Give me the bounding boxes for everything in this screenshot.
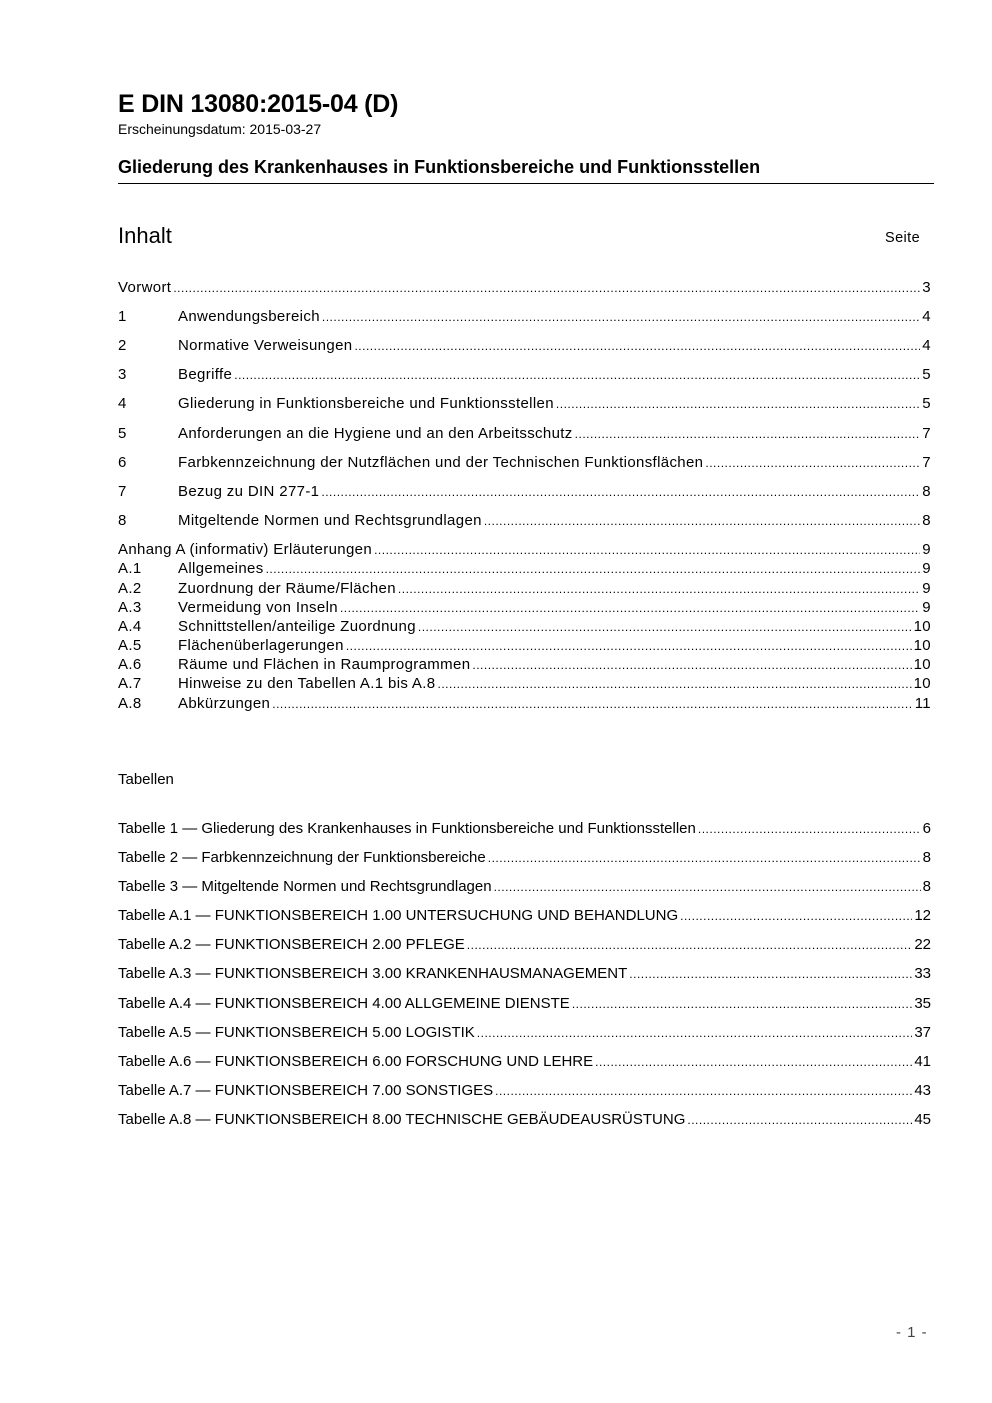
table-entry-page: 45	[914, 1111, 931, 1128]
toc-entry-text: Normative Verweisungen	[178, 337, 353, 354]
toc-entry-page: 9	[922, 541, 931, 558]
table-entry-text: Tabelle A.8 — FUNKTIONSBEREICH 8.00 TECHNISCHE GEBÄUDEAUSRÜSTUNG	[118, 1111, 686, 1128]
toc-entry-number: A.4	[118, 618, 142, 635]
toc-entry-text: Gliederung in Funktionsbereiche und Funktionsstellen	[178, 395, 554, 412]
toc-entry-number: A.1	[118, 560, 142, 577]
toc-entry-text: Anhang A (informativ) Erläuterungen	[118, 541, 373, 558]
toc-entry-text: Schnittstellen/anteilige Zuordnung	[178, 618, 416, 635]
toc-entry-page: 5	[922, 395, 931, 412]
table-entry-text: Tabelle A.1 — FUNKTIONSBEREICH 1.00 UNTERSUCHUNG UND BEHANDLUNG	[118, 907, 679, 924]
dot-leader	[266, 560, 921, 578]
toc-entry-number: 6	[118, 454, 127, 471]
dot-leader	[354, 337, 920, 355]
dot-leader	[698, 820, 921, 838]
toc-entry-number: A.2	[118, 580, 142, 597]
table-entry-a2[interactable]	[118, 936, 931, 954]
document-id: E DIN 13080:2015-04 (D)	[118, 90, 399, 118]
toc-entry-anhang-a[interactable]	[118, 541, 931, 559]
table-entry-page: 43	[914, 1082, 931, 1099]
dot-leader	[346, 637, 912, 655]
toc-entry-text: Hinweise zu den Tabellen A.1 bis A.8	[178, 675, 436, 692]
toc-entry-number: 5	[118, 425, 127, 442]
dot-leader	[374, 541, 920, 559]
table-entry-a6[interactable]	[118, 1053, 931, 1071]
table-entry-page: 8	[922, 849, 931, 866]
table-entry-a7[interactable]	[118, 1082, 931, 1100]
toc-entry-text: Räume und Flächen in Raumprogrammen	[178, 656, 471, 673]
toc-entry-page: 4	[922, 337, 931, 354]
toc-entry-a6[interactable]	[118, 656, 931, 674]
page-column-label: Seite	[885, 230, 921, 246]
table-entry-a8[interactable]	[118, 1111, 931, 1129]
dot-leader	[322, 308, 920, 326]
toc-entry-4[interactable]	[118, 395, 931, 413]
toc-entry-a3[interactable]	[118, 599, 931, 617]
dot-leader	[438, 675, 912, 693]
toc-entry-number: A.7	[118, 675, 142, 692]
toc-entry-number: 4	[118, 395, 127, 412]
toc-entry-text: Vorwort	[118, 279, 172, 296]
toc-entry-number: A.8	[118, 695, 142, 712]
toc-heading: Inhalt	[118, 223, 172, 248]
toc-entry-a8[interactable]	[118, 695, 931, 713]
table-entry-page: 6	[922, 820, 931, 837]
table-entry-text: Tabelle A.5 — FUNKTIONSBEREICH 5.00 LOGISTIK	[118, 1024, 475, 1041]
footer-page-number: - 1 -	[896, 1324, 928, 1341]
table-entry-a4[interactable]	[118, 995, 931, 1013]
toc-entry-page: 9	[922, 599, 931, 616]
toc-entry-a1[interactable]	[118, 560, 931, 578]
toc-entry-page: 10	[913, 656, 931, 673]
toc-entry-text: Zuordnung der Räume/Flächen	[178, 580, 396, 597]
toc-entry-page: 3	[922, 279, 931, 296]
toc-entry-3[interactable]	[118, 366, 931, 384]
toc-entry-7[interactable]	[118, 483, 931, 501]
dot-leader	[705, 454, 920, 472]
toc-entry-5[interactable]	[118, 425, 931, 443]
toc-entry-page: 8	[922, 483, 931, 500]
toc-entry-text: Anwendungsbereich	[178, 308, 320, 325]
dot-leader	[472, 656, 911, 674]
table-entry-text: Tabelle A.2 — FUNKTIONSBEREICH 2.00 PFLEGE	[118, 936, 465, 953]
toc-entry-6[interactable]	[118, 454, 931, 472]
header-divider	[118, 183, 934, 184]
toc-entry-a4[interactable]	[118, 618, 931, 636]
table-entry-text: Tabelle A.6 — FUNKTIONSBEREICH 6.00 FORSCHUNG UND LEHRE	[118, 1053, 594, 1070]
toc-entry-page: 4	[922, 308, 931, 325]
dot-leader	[484, 512, 920, 530]
toc-entry-page: 8	[922, 512, 931, 529]
toc-entry-number: 2	[118, 337, 127, 354]
toc-entry-text: Farbkennzeichnung der Nutzflächen und der Technischen Funktionsflächen	[178, 454, 704, 471]
toc-entry-8[interactable]	[118, 512, 931, 530]
toc-entry-a2[interactable]	[118, 580, 931, 598]
toc-entry-text: Anforderungen an die Hygiene und an den Arbeitsschutz	[178, 425, 573, 442]
document-subject: Gliederung des Krankenhauses in Funktionsbereiche und Funktionsstellen	[118, 157, 761, 177]
table-entry-text: Tabelle 2 — Farbkennzeichnung der Funktionsbereiche	[118, 849, 486, 866]
toc-entry-1[interactable]	[118, 308, 931, 326]
table-entry-page: 22	[914, 936, 931, 953]
table-entry-text: Tabelle A.3 — FUNKTIONSBEREICH 3.00 KRANKENHAUSMANAGEMENT	[118, 965, 628, 982]
toc-entry-number: 8	[118, 512, 127, 529]
table-entry-page: 33	[914, 965, 931, 982]
dot-leader	[418, 618, 912, 636]
dot-leader	[234, 366, 920, 384]
toc-entry-number: A.6	[118, 656, 142, 673]
toc-entry-text: Vermeidung von Inseln	[178, 599, 338, 616]
dot-leader	[687, 1111, 912, 1129]
toc-entry-text: Allgemeines	[178, 560, 264, 577]
dot-leader	[595, 1053, 912, 1071]
dot-leader	[467, 936, 913, 954]
toc-entry-text: Flächenüberlagerungen	[178, 637, 344, 654]
table-entry-a5[interactable]	[118, 1024, 931, 1042]
table-entry-3[interactable]	[118, 878, 931, 896]
toc-entry-number: A.5	[118, 637, 142, 654]
tables-heading: Tabellen	[118, 771, 174, 788]
dot-leader	[556, 395, 920, 413]
dot-leader	[680, 907, 912, 925]
dot-leader	[321, 483, 920, 501]
toc-entry-page: 10	[913, 675, 931, 692]
toc-entry-text: Begriffe	[178, 366, 233, 383]
toc-entry-page: 7	[922, 425, 931, 442]
toc-entry-page: 10	[913, 637, 931, 654]
toc-entry-page: 11	[914, 695, 931, 712]
table-entry-page: 8	[922, 878, 931, 895]
table-entry-page: 37	[914, 1024, 931, 1041]
toc-entry-a5[interactable]	[118, 637, 931, 655]
dot-leader	[572, 995, 912, 1013]
dot-leader	[575, 425, 921, 443]
table-entry-2[interactable]	[118, 849, 931, 867]
table-entry-a3[interactable]	[118, 965, 931, 983]
dot-leader	[272, 695, 912, 713]
toc-entry-text: Bezug zu DIN 277-1	[178, 483, 320, 500]
toc-entry-text: Mitgeltende Normen und Rechtsgrundlagen	[178, 512, 482, 529]
table-entry-page: 41	[914, 1053, 931, 1070]
dot-leader	[398, 580, 920, 598]
dot-leader	[629, 965, 912, 983]
dot-leader	[477, 1024, 913, 1042]
toc-entry-number: A.3	[118, 599, 142, 616]
table-entry-text: Tabelle A.7 — FUNKTIONSBEREICH 7.00 SONSTIGES	[118, 1082, 494, 1099]
toc-entry-page: 5	[922, 366, 931, 383]
toc-entry-page: 10	[913, 618, 931, 635]
toc-entry-a7[interactable]	[118, 675, 931, 693]
toc-entry-page: 7	[922, 454, 931, 471]
toc-entry-number: 3	[118, 366, 127, 383]
dot-leader	[488, 849, 921, 867]
table-entry-a1[interactable]	[118, 907, 931, 925]
dot-leader	[173, 279, 920, 297]
table-entry-page: 12	[914, 907, 931, 924]
dot-leader	[494, 878, 921, 896]
toc-entry-number: 1	[118, 308, 127, 325]
toc-entry-text: Abkürzungen	[178, 695, 271, 712]
table-entry-text: Tabelle 3 — Mitgeltende Normen und Rechtsgrundlagen	[118, 878, 492, 895]
toc-entry-number: 7	[118, 483, 127, 500]
toc-entry-2[interactable]	[118, 337, 931, 355]
toc-entry-page: 9	[922, 580, 931, 597]
table-entry-text: Tabelle A.4 — FUNKTIONSBEREICH 4.00 ALLGEMEINE DIENSTE	[118, 995, 570, 1012]
dot-leader	[495, 1082, 912, 1100]
toc-entry-vorwort[interactable]	[118, 279, 931, 297]
table-entry-page: 35	[914, 995, 931, 1012]
table-entry-1[interactable]	[118, 820, 931, 838]
table-entry-text: Tabelle 1 — Gliederung des Krankenhauses in Funktionsbereiche und Funktionsstellen	[118, 820, 696, 837]
publication-date: Erscheinungsdatum: 2015-03-27	[118, 121, 322, 137]
toc-entry-page: 9	[922, 560, 931, 577]
dot-leader	[340, 599, 920, 617]
